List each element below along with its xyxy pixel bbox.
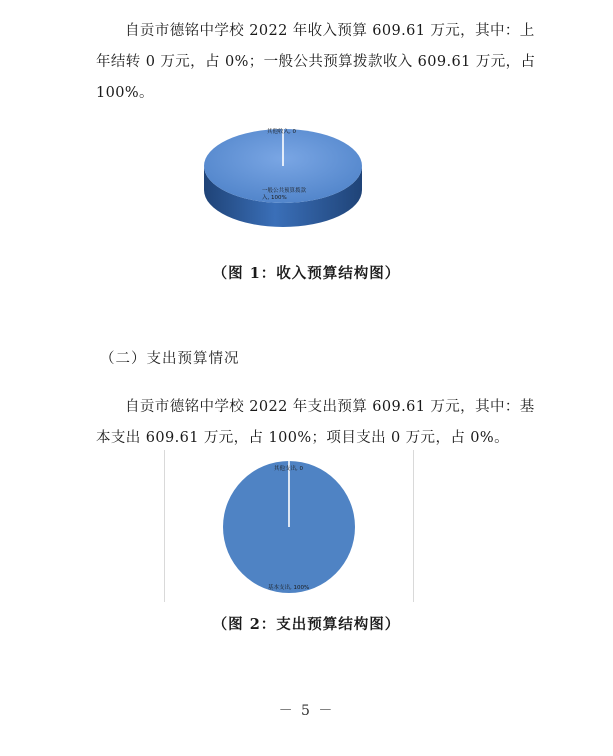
income-pie-label-main-1: 一般公共预算拨款 [262, 188, 307, 194]
income-pie-chart [196, 118, 370, 230]
income-pie-label-other: 其他收入, 0 [267, 129, 296, 135]
figure1-caption: （图 1：收入预算结构图） [212, 265, 401, 282]
expense-pie-chart [218, 456, 360, 598]
expense-summary-paragraph: 自贡市德铭中学校 2022 年支出预算 609.61 万元，其中：基本支出 609.61 万元，占 100%；项目支出 0 万元，占 0%。 [96, 399, 535, 446]
income-summary-paragraph: 自贡市德铭中学校 2022 年收入预算 609.61 万元，其中：上年结转 0 万元，占 0%；一般公共预算拨款收入 609.61 万元，占 100%。 [96, 23, 536, 101]
page-number: － 5 － [278, 703, 335, 719]
expense-pie-label-other: 其他支出, 0 [274, 466, 303, 472]
figure2-caption: （图 2：支出预算结构图） [212, 616, 401, 633]
expense-pie-label-main: 基本支出, 100% [268, 585, 310, 591]
section-heading: （二）支出预算情况 [100, 351, 240, 367]
income-pie-label-main-2: 入, 100% [262, 195, 287, 201]
